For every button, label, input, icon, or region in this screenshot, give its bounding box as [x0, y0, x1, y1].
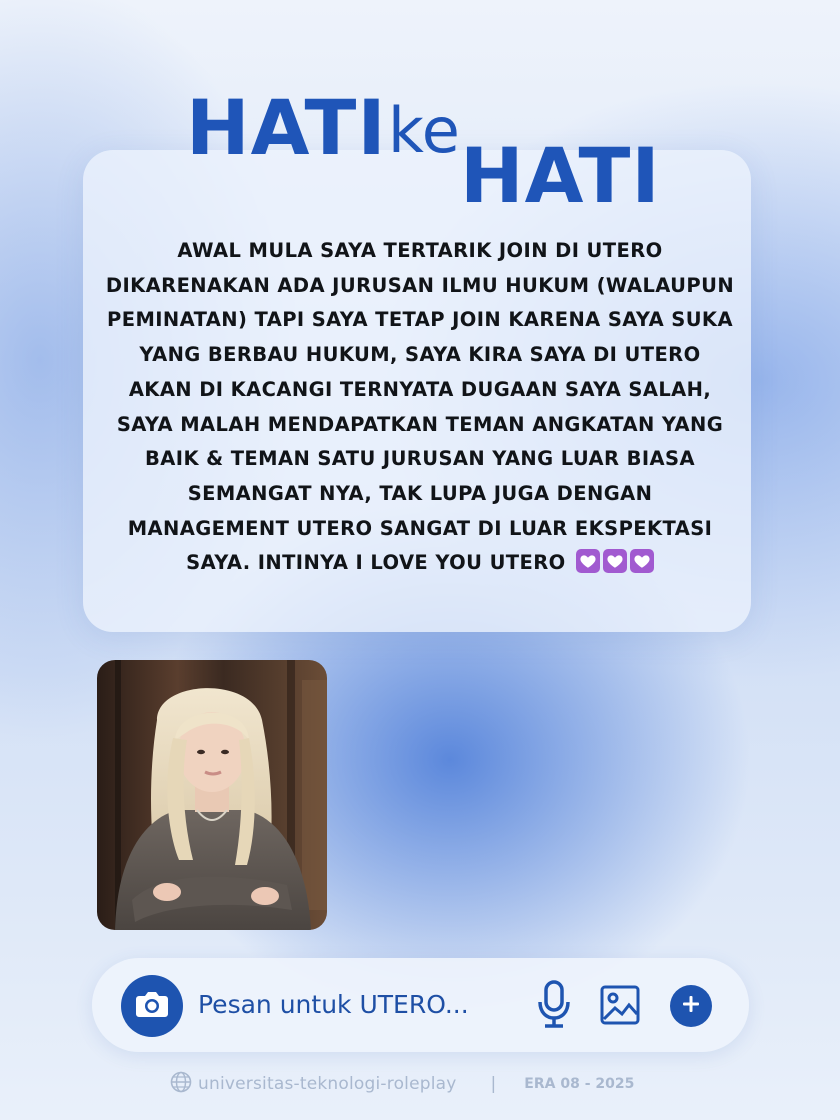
- testimonial-text-block: [105, 234, 735, 581]
- white-heart-icon: [576, 549, 600, 573]
- heart-emojis: [573, 546, 654, 581]
- white-heart-icon: [630, 549, 654, 573]
- title-connector-ke: ke: [388, 94, 460, 167]
- title-word-hati-1: HATI: [186, 83, 387, 172]
- globe-icon: [170, 1071, 192, 1097]
- camera-button[interactable]: [121, 975, 183, 1037]
- add-button[interactable]: [670, 985, 712, 1027]
- image-icon[interactable]: [600, 985, 640, 1029]
- profile-photo: [97, 660, 327, 930]
- footer-era: ERA 08 - 2025: [524, 1076, 635, 1092]
- message-input[interactable]: Pesan untuk UTERO...: [198, 990, 469, 1019]
- testimonial-text: AWAL MULA SAYA TERTARIK JOIN DI UTERO DIKARENAKAN ADA JURUSAN ILMU HUKUM (WALAUPUN PEMINATAN) TAPI SAYA TETAP JOIN KARENA SAYA SUKA YANG BERBAU HUKUM, SAYA KIRA SAYA DI UTERO AKAN DI KACANGI TERNYATA DUGAAN SAYA SALAH, SAYA MALAH MENDAPATKAN TEMAN ANGKATAN YANG BAIK & TEMAN SATU JURUSAN YANG LUAR BIASA SEMANGAT NYA, TAK LUPA JUGA DENGAN MANAGEMENT UTERO SANGAT DI LUAR EKSPEKTASI SAYA. INTINYA I LOVE YOU UTERO: [105, 239, 735, 575]
- footer-separator: |: [490, 1074, 497, 1094]
- camera-icon: [135, 990, 169, 1022]
- microphone-icon[interactable]: [536, 980, 572, 1034]
- plus-icon: [682, 995, 700, 1017]
- title-word-hati-2: HATI: [460, 131, 661, 220]
- white-heart-icon: [603, 549, 627, 573]
- footer: [170, 1070, 634, 1098]
- footer-site: universitas-teknologi-roleplay: [198, 1074, 457, 1094]
